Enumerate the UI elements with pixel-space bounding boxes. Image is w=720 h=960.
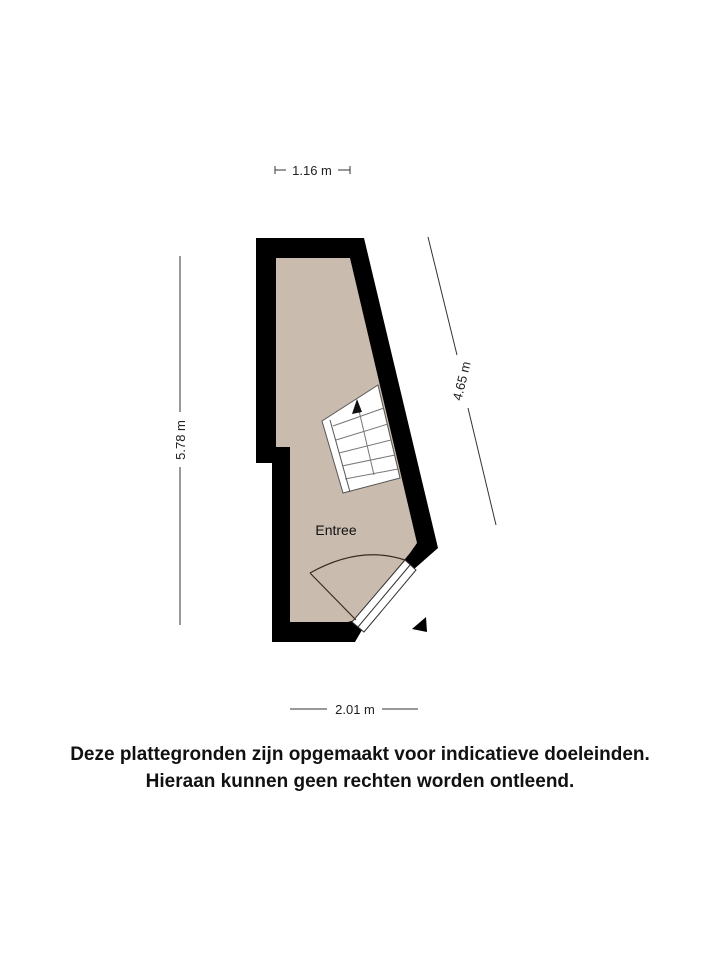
dimension-left <box>173 256 188 625</box>
dimension-left-label: 5.78 m <box>173 420 188 460</box>
disclaimer-line-2: Hieraan kunnen geen rechten worden ontleend. <box>145 771 575 792</box>
disclaimer-line-1: Deze plattegronden zijn opgemaakt voor indicatieve doeleinden. <box>70 744 650 765</box>
entrance-arrow-icon <box>412 617 427 632</box>
dimension-diagonal <box>428 237 496 525</box>
dimension-bottom-label: 2.01 m <box>335 702 375 717</box>
dimension-bottom <box>290 702 418 717</box>
room-label-entree: Entree <box>315 522 357 538</box>
dimension-top-label: 1.16 m <box>292 163 332 178</box>
dimension-diagonal-label: 4.65 m <box>449 359 474 403</box>
dimension-top <box>275 163 350 178</box>
